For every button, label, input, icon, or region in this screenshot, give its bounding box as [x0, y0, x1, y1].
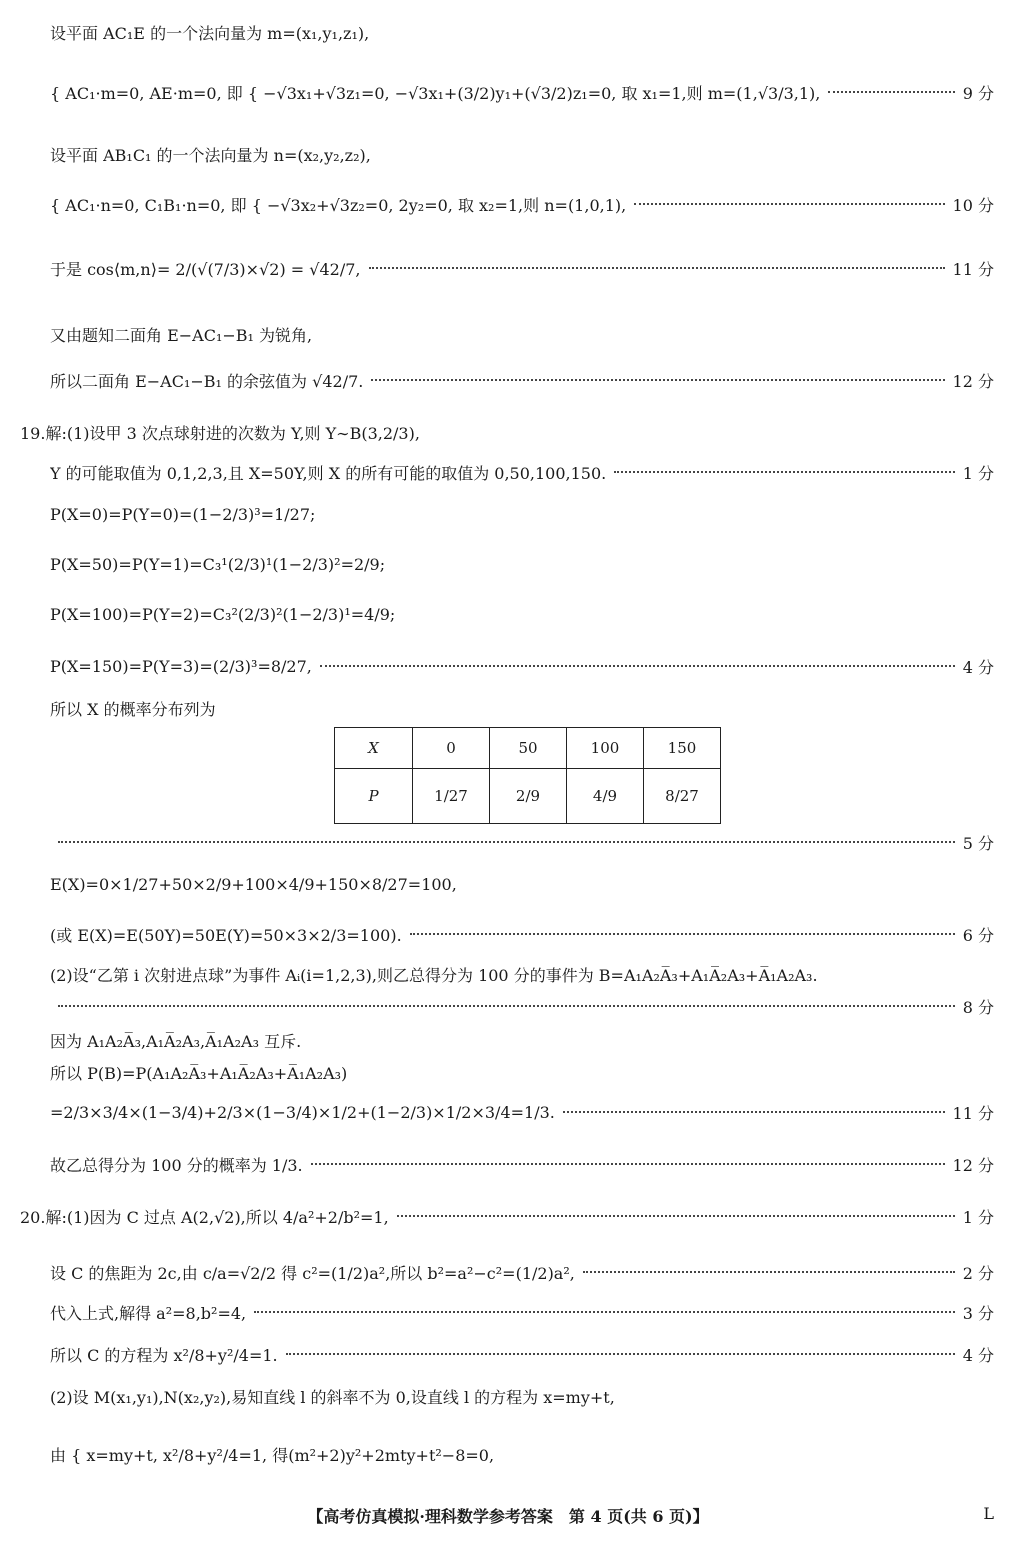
table-cell: 4/9	[567, 769, 644, 824]
solution-line	[50, 914, 994, 954]
table-row	[335, 769, 721, 824]
solution-line	[50, 360, 994, 400]
line-text: 因为 A₁A₂A̅₃,A₁A̅₂A₃,A̅₁A₂A₃ 互斥.	[50, 1031, 302, 1051]
solution-line	[50, 544, 994, 584]
table-cell: 150	[644, 728, 721, 769]
corner-mark: L	[983, 1504, 994, 1523]
score-mark: 12 分	[952, 1155, 994, 1175]
leader-dots	[254, 1311, 955, 1313]
solution-line	[50, 184, 994, 224]
score-mark: 1 分	[962, 1207, 994, 1227]
leader-dots	[320, 665, 955, 667]
line-text: 所以 C 的方程为 x²/8+y²/4=1.	[50, 1345, 278, 1365]
solution-line	[50, 1376, 994, 1416]
score-mark: 4 分	[962, 657, 994, 677]
solution-line	[50, 1092, 994, 1132]
solution-line	[50, 864, 994, 904]
leader-dots	[410, 933, 955, 935]
table-cell: 2/9	[490, 769, 567, 824]
table-header-row	[335, 728, 721, 769]
score-mark: 5 分	[962, 833, 994, 853]
line-text: 19.解:(1)设甲 3 次点球射进的次数为 Y,则 Y∼B(3,2/3),	[20, 423, 420, 443]
score-mark: 4 分	[962, 1345, 994, 1365]
solution-line	[50, 1144, 994, 1184]
line-text: P(X=150)=P(Y=3)=(2/3)³=8/27,	[50, 656, 312, 676]
line-text: (或 E(X)=E(50Y)=50E(Y)=50×3×2/3=100).	[50, 925, 402, 945]
line-text: 由 { x=my+t, x²/8+y²/4=1, 得(m²+2)y²+2mty+t²−8=0,	[50, 1445, 495, 1465]
solution-line	[50, 594, 994, 634]
line-text: 于是 cos⟨m,n⟩= 2/(√(7/3)×√2) = √42/7,	[50, 259, 361, 279]
line-text: =2/3×3/4×(1−3/4)+2/3×(1−3/4)×1/2+(1−2/3)×1/2×3/4=1/3.	[50, 1102, 555, 1122]
table-cell: P	[335, 769, 413, 824]
solution-line	[50, 494, 994, 534]
table-cell: X	[335, 728, 413, 769]
solution-line	[50, 452, 994, 492]
line-text: 代入上式,解得 a²=8,b²=4,	[50, 1303, 247, 1323]
score-mark: 12 分	[952, 371, 994, 391]
solution-line	[50, 688, 994, 728]
leader-dots	[563, 1111, 945, 1113]
line-text: 设平面 AC₁E 的一个法向量为 m=(x₁,y₁,z₁),	[50, 23, 370, 43]
score-mark: 1 分	[962, 463, 994, 483]
line-text: 所以 P(B)=P(A₁A₂A̅₃+A₁A̅₂A₃+A̅₁A₂A₃)	[50, 1063, 348, 1083]
leader-dots	[634, 203, 944, 205]
solution-line	[50, 1252, 994, 1292]
leader-dots	[311, 1163, 945, 1165]
solution-line	[50, 646, 994, 686]
leader-dots	[371, 379, 944, 381]
score-mark: 6 分	[962, 925, 994, 945]
leader-dots	[583, 1271, 955, 1273]
line-text: P(X=100)=P(Y=2)=C₃²(2/3)²(1−2/3)¹=4/9;	[50, 604, 396, 624]
leader-dots	[58, 841, 955, 843]
solution-line	[50, 12, 994, 52]
table-cell: 0	[413, 728, 490, 769]
line-text: 故乙总得分为 100 分的概率为 1/3.	[50, 1155, 303, 1175]
solution-line	[50, 134, 994, 174]
solution-line	[50, 72, 994, 112]
line-text: 又由题知二面角 E−AC₁−B₁ 为锐角,	[50, 325, 313, 345]
leader-dots	[828, 91, 954, 93]
score-mark: 2 分	[962, 1263, 994, 1283]
line-text: 所以 X 的概率分布列为	[50, 699, 216, 719]
table-cell: 8/27	[644, 769, 721, 824]
solution-line	[50, 1292, 994, 1332]
table-cell: 1/27	[413, 769, 490, 824]
score-mark: 10 分	[952, 195, 994, 215]
line-text: E(X)=0×1/27+50×2/9+100×4/9+150×8/27=100,	[50, 874, 457, 894]
leader-dots	[369, 267, 945, 269]
line-text: (2)设 M(x₁,y₁),N(x₂,y₂),易知直线 l 的斜率不为 0,设直线 l 的方程为 x=my+t,	[50, 1387, 615, 1407]
solution-line	[50, 314, 994, 354]
probability-table	[334, 727, 721, 824]
table-cell: 50	[490, 728, 567, 769]
line-text: 所以二面角 E−AC₁−B₁ 的余弦值为 √42/7.	[50, 371, 364, 391]
score-mark: 11 分	[952, 1103, 994, 1123]
leader-dots	[58, 1005, 955, 1007]
line-text: { AC₁·n=0, C₁B₁·n=0, 即 { −√3x₂+√3z₂=0, 2y₂=0, 取 x₂=1,则 n=(1,0,1),	[50, 195, 627, 215]
table-cell: 100	[567, 728, 644, 769]
line-text: 20.解:(1)因为 C 过点 A(2,√2),所以 4/a²+2/b²=1,	[20, 1207, 389, 1227]
solution-line	[50, 1334, 994, 1374]
score-mark: 11 分	[952, 259, 994, 279]
line-text: (2)设“乙第 i 次射进点球”为事件 Aᵢ(i=1,2,3),则乙总得分为 100 分的事件为 B=A₁A₂A̅₃+A₁A̅₂A₃+A̅₁A₂A₃.	[50, 965, 818, 985]
solution-line	[20, 412, 994, 452]
leader-dots	[286, 1353, 955, 1355]
solution-line	[50, 1434, 994, 1474]
line-text: P(X=50)=P(Y=1)=C₃¹(2/3)¹(1−2/3)²=2/9;	[50, 554, 386, 574]
line-text: P(X=0)=P(Y=0)=(1−2/3)³=1/27;	[50, 504, 316, 524]
score-mark: 9 分	[962, 83, 994, 103]
line-text: Y 的可能取值为 0,1,2,3,且 X=50Y,则 X 的所有可能的取值为 0,50,100,150.	[50, 463, 607, 483]
line-text: { AC₁·m=0, AE·m=0, 即 { −√3x₁+√3z₁=0, −√3x₁+(3/2)y₁+(√3/2)z₁=0, 取 x₁=1,则 m=(1,√3/3,1),	[50, 83, 821, 103]
solution-line	[50, 1052, 994, 1092]
solution-line	[50, 822, 994, 862]
solution-line	[20, 1196, 994, 1236]
solution-line	[50, 248, 994, 288]
score-mark: 3 分	[962, 1303, 994, 1323]
leader-dots	[614, 471, 954, 473]
score-mark: 8 分	[962, 997, 994, 1017]
line-text: 设平面 AB₁C₁ 的一个法向量为 n=(x₂,y₂,z₂),	[50, 145, 371, 165]
leader-dots	[397, 1215, 955, 1217]
page-footer: 【高考仿真模拟·理科数学参考答案 第 4 页(共 6 页)】	[307, 1507, 709, 1526]
line-text: 设 C 的焦距为 2c,由 c/a=√2/2 得 c²=(1/2)a²,所以 b²=a²−c²=(1/2)a²,	[50, 1263, 575, 1283]
